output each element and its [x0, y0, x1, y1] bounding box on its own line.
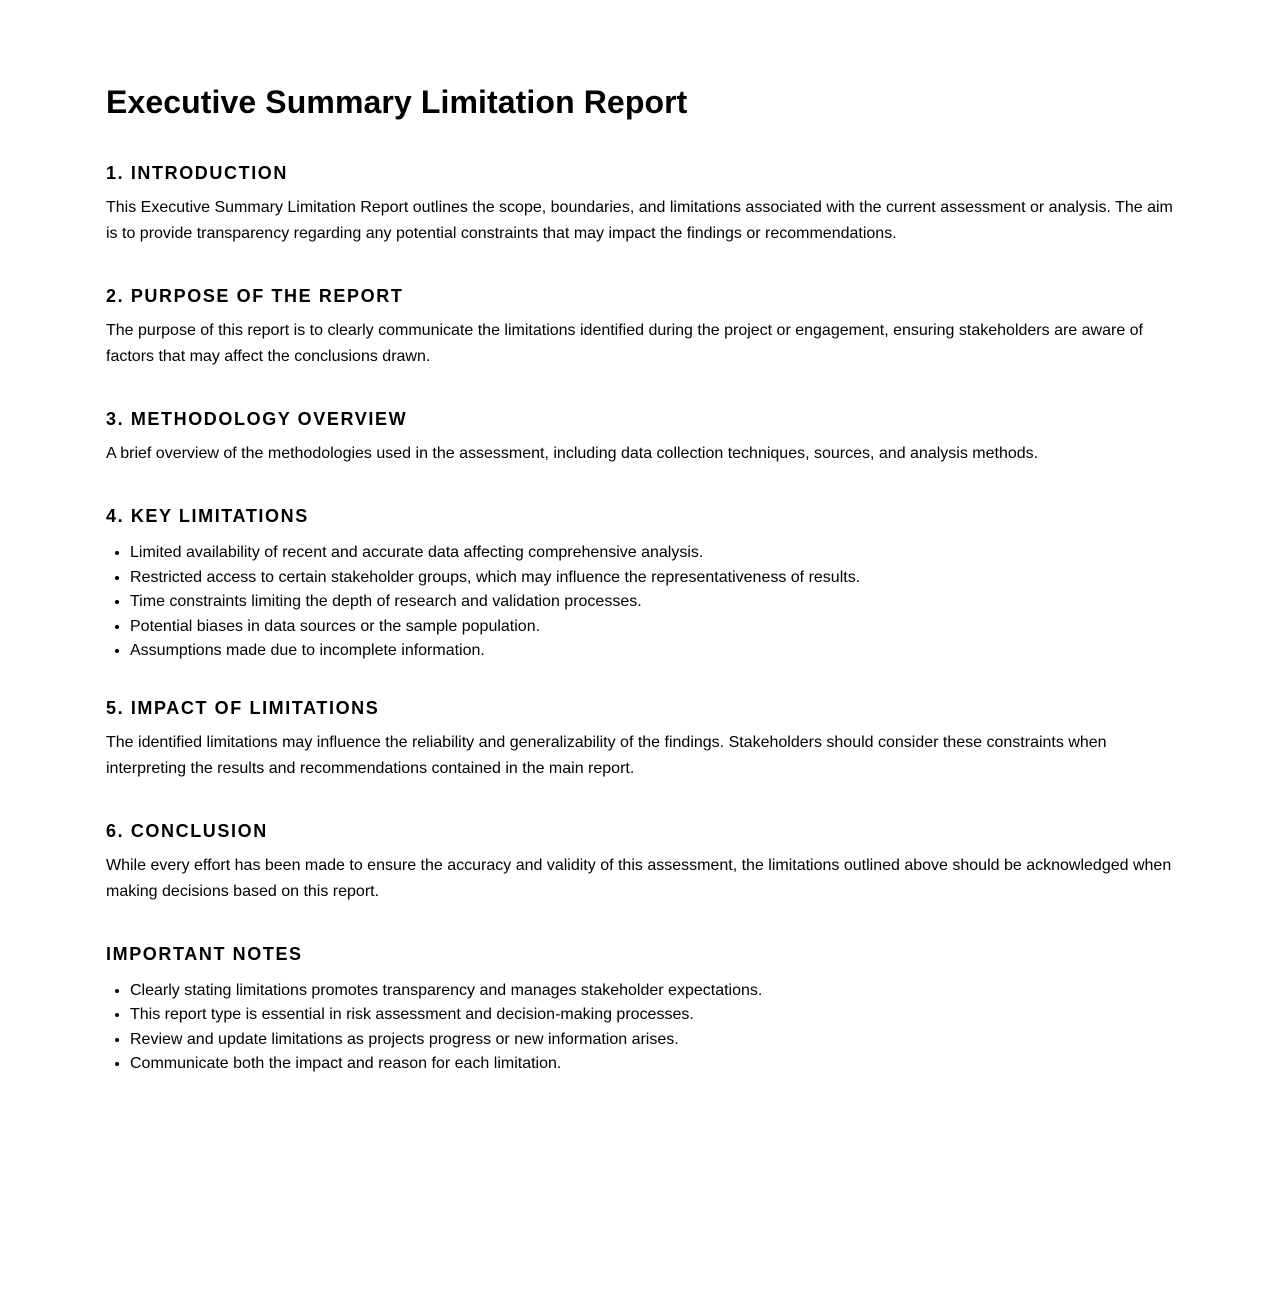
list-item: • Limited availability of recent and accurate data affecting comprehensive analysis.	[130, 541, 1178, 566]
section-key-limitations	[106, 505, 1178, 664]
list-item: • Communicate both the impact and reason for each limitation.	[130, 1052, 1178, 1077]
important-notes-list	[106, 979, 1178, 1077]
section-text-purpose: The purpose of this report is to clearly communicate the limitations identified during the project or engagement, ensuring stakeholders are aware of factors that may affect the conclusions drawn.	[106, 322, 1143, 365]
section-impact	[106, 697, 1178, 782]
section-text-methodology: A brief overview of the methodologies used in the assessment, including data collection techniques, sources, and analysis methods.	[106, 445, 1039, 462]
section-text-impact: The identified limitations may influence the reliability and generalizability of the findings. Stakeholders should consider these constraints when interpreting the results and recommendations contained in the main report.	[106, 733, 1107, 777]
list-item: • Potential biases in data sources or the sample population.	[130, 615, 1178, 640]
section-conclusion	[106, 820, 1178, 905]
section-heading-important-notes: IMPORTANT NOTES	[106, 943, 303, 964]
document-title: Executive Summary Limitation Report	[106, 84, 688, 120]
list-item: • Time constraints limiting the depth of research and validation processes.	[130, 590, 1178, 615]
list-item: • This report type is essential in risk assessment and decision-making processes.	[130, 1003, 1178, 1028]
section-heading-methodology: 3. METHODOLOGY OVERVIEW	[106, 409, 408, 429]
section-heading-introduction: 1. INTRODUCTION	[106, 163, 289, 183]
section-heading-purpose: 2. PURPOSE OF THE REPORT	[106, 286, 404, 306]
section-important-notes	[106, 943, 1178, 1077]
section-heading-impact: 5. IMPACT OF LIMITATIONS	[106, 697, 380, 718]
list-item: • Restricted access to certain stakeholder groups, which may influence the representativeness of results.	[130, 566, 1178, 591]
section-text-conclusion: While every effort has been made to ensure the accuracy and validity of this assessment, the limitations outlined above should be acknowledged when making decisions based on this report.	[106, 856, 1172, 900]
section-heading-key-limitations: 4. KEY LIMITATIONS	[106, 506, 309, 526]
section-introduction	[106, 162, 1178, 247]
list-item: • Clearly stating limitations promotes transparency and manages stakeholder expectations.	[130, 979, 1178, 1004]
list-item: • Review and update limitations as projects progress or new information arises.	[130, 1028, 1178, 1053]
section-purpose	[106, 285, 1178, 370]
key-limitations-list	[106, 541, 1178, 664]
section-text-introduction: This Executive Summary Limitation Report outlines the scope, boundaries, and limitations associated with the current assessment or analysis. The aim is to provide transparency regarding any potential constraints that may impact the findings or recommendations.	[106, 199, 1173, 242]
section-methodology	[106, 408, 1178, 467]
section-heading-conclusion: 6. CONCLUSION	[106, 820, 268, 841]
list-item: • Assumptions made due to incomplete information.	[130, 639, 1178, 664]
